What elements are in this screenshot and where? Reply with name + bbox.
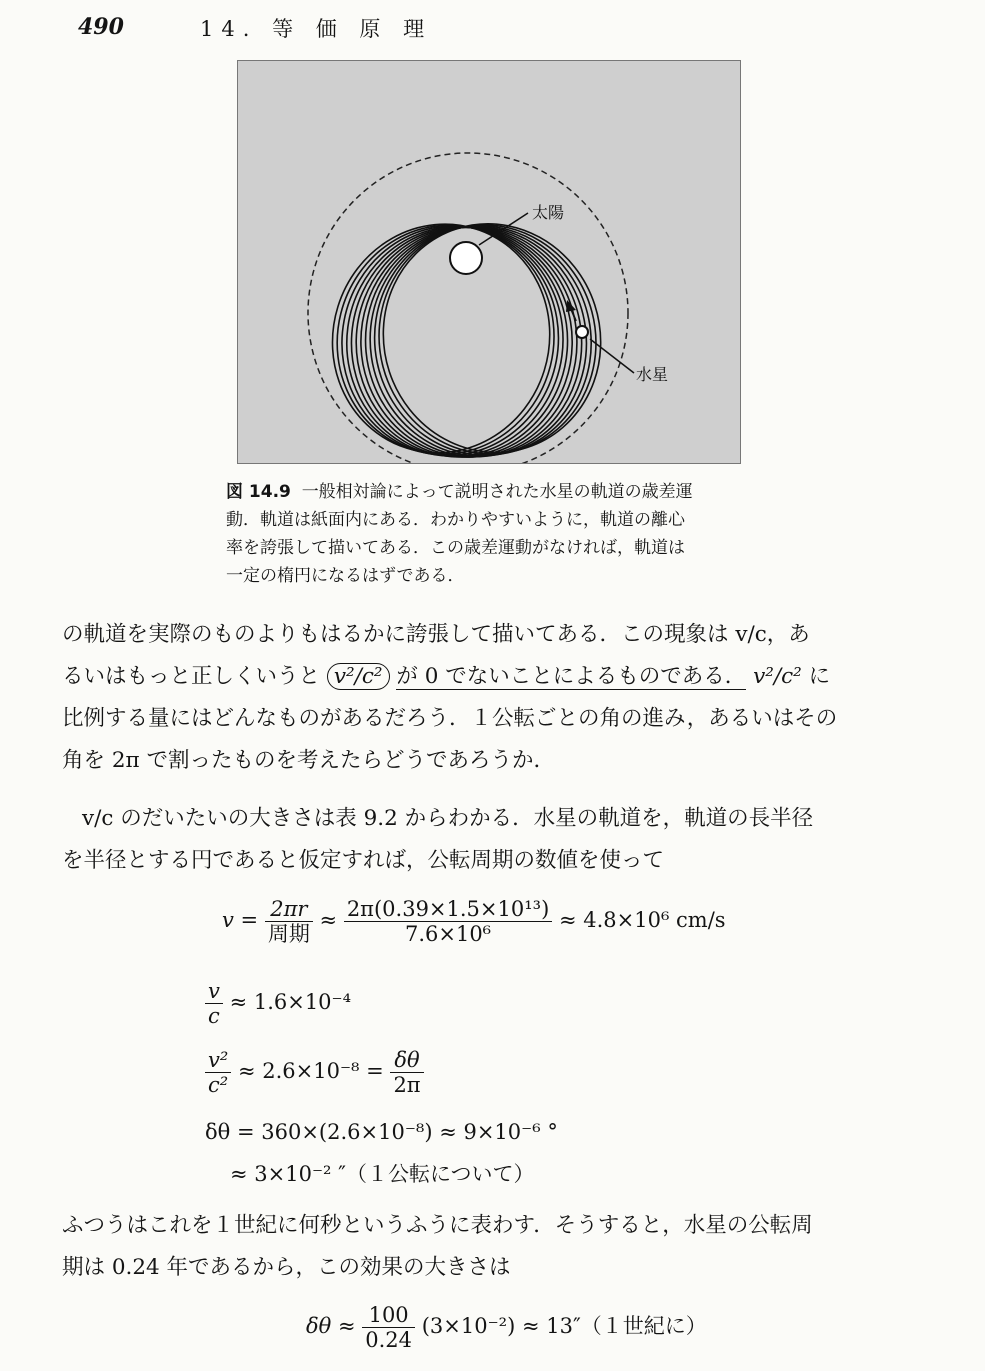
caption-line-1: 一般相対論によって説明された水星の軌道の歳差運 <box>301 482 693 502</box>
body-line-5: v/c のだいたいの大きさは表 9.2 からわかる．水星の軌道を，軌道の長半径 <box>82 806 814 831</box>
frac-v2c2: $\frac{\text{v²}}{\text{c²}}$ <box>205 1048 231 1097</box>
eq-final-rhs: (3×10⁻²) ≈ 13″（１世紀に） <box>421 1314 707 1338</box>
equation-dtheta-arcsec: ≈ 3×10⁻² ″（１公転について） <box>230 1162 535 1186</box>
orbit-ellipse <box>313 202 578 463</box>
equation-vc <box>205 979 351 1028</box>
eq-v-lhs: v = <box>222 908 259 932</box>
body-line-6: を半径とする円であると仮定すれば，公転周期の数値を使って <box>62 848 665 873</box>
body-line-2 <box>62 656 830 698</box>
body-line-3: 比例する量にはどんなものがあるだろう．１公転ごとの角の進み，あるいはその <box>62 706 838 731</box>
caption-line-3: 率を誇張して描いてある．この歳差運動がなければ，軌道は <box>226 538 685 558</box>
equation-v2c2 <box>205 1048 424 1097</box>
frac-dtheta-2pi: $\frac{\delta\theta}{2\pi}$ <box>390 1048 423 1097</box>
body-line-2c: に <box>808 664 831 689</box>
equation-velocity <box>222 897 726 946</box>
body-line-2a: るいはもっと正しくいうと <box>62 664 321 689</box>
body-line-2b: が 0 でないことによるものである． <box>396 664 747 689</box>
orbit-diagram <box>238 61 740 463</box>
equation-final <box>306 1303 707 1352</box>
frac-vc: $\frac{v}{c}$ <box>205 979 223 1028</box>
eq-final-lhs: δθ ≈ <box>306 1314 356 1338</box>
mercury-label: 水星 <box>636 365 669 384</box>
mercury-pointer <box>590 339 634 373</box>
body-line-1: の軌道を実際のものよりもはるかに誇張して描いてある．この現象は v/c，あ <box>62 622 810 647</box>
caption-label: 図 14.9 <box>226 482 291 502</box>
eq-vc-rhs: ≈ 1.6×10⁻⁴ <box>229 990 352 1014</box>
body-line-4: 角を 2π で割ったものを考えたらどうであろうか． <box>62 748 555 773</box>
page-number: 490 <box>78 14 124 40</box>
frac-orbit-values: $\frac{\text{2π(0.39×1.5×10¹³)}}{\text{7.6×10⁶}}$ <box>344 897 552 946</box>
sun-icon <box>450 242 482 274</box>
eq-v2-mid: ≈ 2.6×10⁻⁸ = <box>237 1059 384 1083</box>
v2c2-inline: v²/c² <box>753 664 802 689</box>
caption-line-4: 一定の楕円になるはずである． <box>226 566 465 586</box>
caption-line-2: 動．軌道は紙面内にある．わかりやすいように，軌道の離心 <box>226 510 685 530</box>
eq-v-rhs: ≈ 4.8×10⁶ cm/s <box>558 908 726 932</box>
figure-mercury-precession <box>237 60 741 464</box>
eq-approx-1: ≈ <box>319 908 338 932</box>
sun-label: 太陽 <box>532 203 565 222</box>
body-line-8: 期は 0.24 年であるから，この効果の大きさは <box>62 1255 511 1280</box>
frac-100-024: $\frac{100}{0.24}$ <box>362 1303 415 1352</box>
equation-dtheta: δθ = 360×(2.6×10⁻⁸) ≈ 9×10⁻⁶ ° <box>205 1120 558 1144</box>
figure-caption <box>226 478 766 590</box>
body-line-7: ふつうはこれを１世紀に何秒というふうに表わす．そうすると，水星の公転周 <box>62 1213 813 1238</box>
frac-2pir: $\frac{2\pi r}{\text{周期}}$ <box>265 897 313 946</box>
circled-v2c2: v²/c² <box>327 663 390 690</box>
chapter-title: 14. 等 価 原 理 <box>200 17 433 41</box>
mercury-icon <box>576 326 588 338</box>
